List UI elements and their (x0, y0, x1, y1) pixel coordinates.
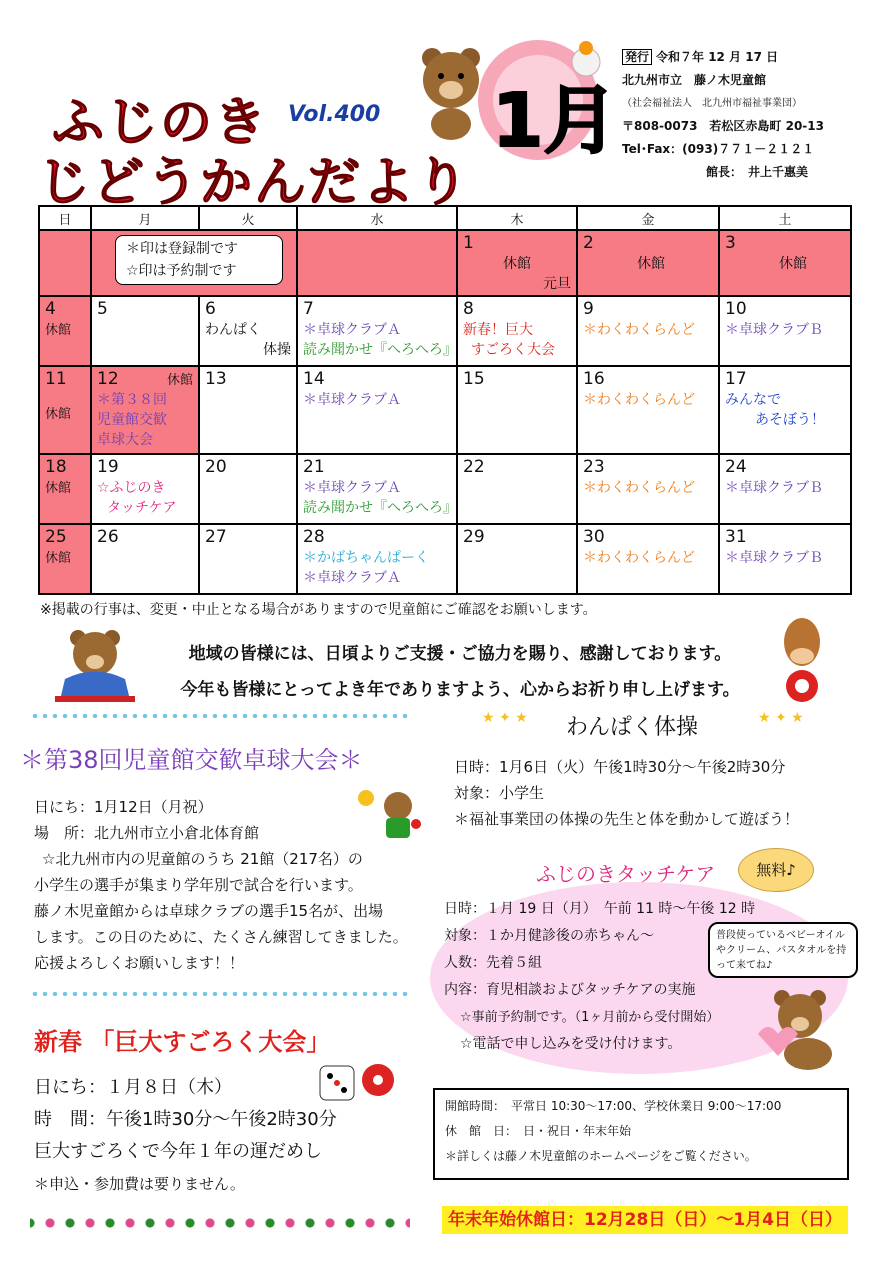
tabletennis-title: ＊第38回児童館交歓卓球大会＊ (20, 746, 363, 774)
website-note: ＊詳しくは藤ノ木児童館のホームページをご覧ください。 (445, 1149, 757, 1163)
calendar-cell-jan22 (457, 454, 577, 524)
calendar-cell-jan18 (39, 454, 91, 524)
calendar-cell-jan4 (39, 296, 91, 366)
newsletter-title-line2: じどうかんだより (38, 153, 471, 213)
bear-kimono-icon (50, 624, 140, 704)
calendar-table (38, 205, 852, 595)
calendar-cell-jan14 (297, 366, 457, 454)
calendar-cell-jan6 (199, 296, 297, 366)
closed-label: 休館 (637, 256, 665, 272)
calendar-day-number: 20 (205, 457, 227, 477)
calendar-cell-jan10 (719, 296, 851, 366)
closed-days: 休 館 日： 日・祝日・年末年始 (445, 1124, 632, 1138)
director-name: 館長： 井上千惠美 (706, 165, 809, 179)
year-end-closure: 年末年始休館日：12月28日（日）～1月4日（日） (442, 1206, 848, 1234)
calendar-day-number: 14 (303, 369, 325, 389)
calendar-cell-jan17 (719, 366, 851, 454)
calendar-cell-jan11 (39, 366, 91, 454)
volume-number: Vol.400 (288, 102, 381, 127)
wanpaku-details (454, 754, 854, 832)
publication-date: 令和７年 12 月 17 日 (656, 50, 779, 64)
touchcare-target: １か月健診後の赤ちゃん～ (486, 928, 654, 944)
event-label: ＊卓球クラブＡ (303, 480, 401, 496)
closed-label: 休館 (503, 256, 531, 272)
tabletennis-body: 応援よろしくお願いします！！ (34, 954, 245, 972)
calendar-cell-jan20 (199, 454, 297, 524)
event-label: ＊わくわくらんど (583, 392, 695, 408)
calendar-day-number: 7 (303, 299, 314, 319)
calendar-legend-cell (91, 230, 297, 296)
calendar-day-number: 3 (725, 233, 736, 253)
calendar-day-number: 18 (45, 457, 67, 477)
greeting-line2: 今年も皆様にとってよき年でありますよう、心からお祈り申し上げます。 (180, 680, 740, 700)
wanpaku-time: 日時：1月6日（火）午後1時30分～午後2時30分 (454, 758, 786, 776)
calendar-week-2 (39, 366, 851, 454)
closed-label: 休館 (166, 373, 193, 388)
sugoroku-date: 日にち：１月８日（木） (34, 1077, 232, 1098)
tabletennis-body: 藤ノ木児童館からは卓球クラブの選手15名が、出場 (34, 902, 384, 920)
opening-hours: 開館時間： 平常日 10:30～17:00、学校休業日 9:00～17:00 (445, 1099, 782, 1113)
calendar-day-number: 1 (463, 233, 474, 253)
touchcare-note: ☆電話で申し込みを受け付けます。 (460, 1036, 682, 1052)
weekday-tue: 火 (199, 206, 297, 230)
newsletter-title-line1: ふじのき (52, 93, 269, 153)
event-label: ＊卓球クラブＡ (303, 322, 401, 338)
tabletennis-body: します。この日のために、たくさん練習してきました。 (34, 928, 408, 946)
calendar-day-number: 17 (725, 369, 747, 389)
tabletennis-body: ☆北九州市内の児童館のうち 21館（217名）の (42, 850, 363, 868)
calendar-cell-jan7 (297, 296, 457, 366)
event-label: ＊わくわくらんど (583, 550, 695, 566)
wanpaku-title: わんぱく体操 (566, 715, 699, 740)
event-label: みんなで (725, 392, 781, 408)
event-label: ＊第３８回 (97, 392, 167, 408)
weekday-wed: 水 (297, 206, 457, 230)
event-label: 卓球大会 (97, 432, 153, 448)
touchcare-note: ☆事前予約制です。（1ヶ月前から受付開始） (460, 1010, 720, 1025)
calendar-day-number: 2 (583, 233, 594, 253)
touchcare-details (444, 896, 756, 1058)
calendar-cell-jan29 (457, 524, 577, 594)
calendar-cell-jan3 (719, 230, 851, 296)
event-label: 児童館交歓 (97, 412, 167, 428)
month-label: 1月 (492, 78, 618, 164)
calendar-week-0 (39, 230, 851, 296)
organization-name: 北九州市立 藤ノ木児童館 (622, 73, 767, 87)
publisher-label: 発行 (622, 49, 652, 65)
touchcare-title: ふじのきタッチケア (536, 862, 716, 886)
event-label: 新春！巨大 (463, 322, 533, 338)
legend-reservation: ☆印は予約制です (126, 263, 237, 279)
calendar-day-number: 30 (583, 527, 605, 547)
touchcare-target-label: 対象： (444, 928, 486, 944)
calendar-cell-jan21 (297, 454, 457, 524)
calendar-cell (39, 230, 91, 296)
touchcare-count-label: 人数： (444, 955, 486, 971)
greeting-line1: 地域の皆様には、日頃よりご支援・ご協力を賜り、感謝しております。 (188, 644, 732, 664)
touchcare-datetime-label: 日時： (444, 901, 486, 917)
calendar-cell-jan19 (91, 454, 199, 524)
stars-icon: ★ ✦ ★ (758, 710, 804, 726)
event-label: すごろく大会 (471, 342, 555, 358)
calendar-week-1 (39, 296, 851, 366)
calendar-cell-jan8 (457, 296, 577, 366)
calendar-cell-jan25 (39, 524, 91, 594)
weekday-header-row (39, 206, 851, 230)
event-label: ＊卓球クラブＢ (725, 322, 823, 338)
calendar-cell-jan16 (577, 366, 719, 454)
sugoroku-title-main: 「巨大すごろく大会」 (90, 1028, 331, 1056)
calendar-day-number: 27 (205, 527, 227, 547)
dotted-divider (30, 992, 410, 996)
calendar-cell-jan13 (199, 366, 297, 454)
touchcare-content: 育児相談およびタッチケアの実施 (486, 982, 696, 998)
calendar-cell-jan27 (199, 524, 297, 594)
opening-hours-box (433, 1088, 849, 1180)
weekday-sat: 土 (719, 206, 851, 230)
calendar-day-number: 8 (463, 299, 474, 319)
tabletennis-body: 小学生の選手が集まり学年別で試合を行います。 (34, 876, 363, 894)
sugoroku-title (34, 1022, 330, 1057)
calendar-cell-jan1 (457, 230, 577, 296)
calendar-day-number: 10 (725, 299, 747, 319)
calendar-day-number: 13 (205, 369, 227, 389)
calendar-day-number: 24 (725, 457, 747, 477)
touchcare-count: 先着５組 (486, 955, 542, 971)
weekday-thu: 木 (457, 206, 577, 230)
free-badge: 無料♪ (738, 848, 814, 892)
event-label: ＊わくわくらんど (583, 480, 695, 496)
calendar-day-number: 9 (583, 299, 594, 319)
calendar-week-4 (39, 524, 851, 594)
wanpaku-body: ＊福祉事業団の体操の先生と体を動かして遊ぼう！ (454, 810, 800, 828)
weekday-mon: 月 (91, 206, 199, 230)
legend-registration: ＊印は登録制です (126, 241, 238, 257)
touchcare-datetime: １月 19 日（月） 午前 11 時～午後 12 時 (486, 901, 756, 917)
calendar-cell-jan26 (91, 524, 199, 594)
calendar-day-number: 15 (463, 369, 485, 389)
calendar-day-number: 23 (583, 457, 605, 477)
calendar-day-number: 29 (463, 527, 485, 547)
calendar-day-number: 16 (583, 369, 605, 389)
calendar-legend (115, 235, 283, 285)
tabletennis-date: 日にち：1月12日（月祝） (34, 798, 213, 816)
calendar-cell-jan23 (577, 454, 719, 524)
calendar-day-number: 25 (45, 527, 67, 547)
calendar-week-3 (39, 454, 851, 524)
schedule-notice: ※掲載の行事は、変更・中止となる場合がありますので児童館にご確認をお願いします。 (40, 602, 597, 618)
event-label: タッチケア (107, 500, 177, 516)
event-label: ＊かばちゃんぱーく (303, 550, 429, 566)
event-label: 読み聞かせ『へろへろ』 (303, 500, 457, 516)
tabletennis-details (34, 794, 434, 976)
calendar-day-number: 28 (303, 527, 325, 547)
event-label: ＊卓球クラブＡ (303, 570, 401, 586)
calendar-cell (297, 230, 457, 296)
tabletennis-place: 場 所：北九州市立小倉北体育館 (34, 824, 260, 842)
calendar-day-number: 19 (97, 457, 119, 477)
event-label: ＊卓球クラブＡ (303, 392, 401, 408)
sugoroku-details (34, 1072, 434, 1200)
wanpaku-target: 対象：小学生 (454, 784, 545, 802)
holiday-label: 元旦 (543, 276, 571, 292)
phone-fax: Tel･Fax：(093)７７１－２１２１ (622, 142, 815, 156)
calendar-day-number: 21 (303, 457, 325, 477)
weekday-fri: 金 (577, 206, 719, 230)
calendar-cell-jan28 (297, 524, 457, 594)
calendar-cell-jan31 (719, 524, 851, 594)
calendar-day-number: 12 (97, 369, 119, 389)
calendar-day-number: 4 (45, 299, 56, 319)
weekday-sun: 日 (39, 206, 91, 230)
calendar-cell-jan24 (719, 454, 851, 524)
stars-icon: ★ ✦ ★ (482, 710, 528, 726)
event-label: ☆ふじのき (97, 480, 166, 496)
event-label: ＊わくわくらんど (583, 322, 695, 338)
calendar-day-number: 11 (45, 369, 67, 389)
calendar-cell-jan12 (91, 366, 199, 454)
sugoroku-note: ＊申込・参加費は要りません。 (34, 1175, 245, 1193)
calendar-cell-jan9 (577, 296, 719, 366)
publication-info (622, 46, 872, 184)
closed-label: 休館 (45, 407, 72, 422)
event-label: あそぼう！ (755, 412, 825, 428)
closed-label: 休館 (45, 323, 72, 338)
greeting (150, 636, 770, 708)
closed-label: 休館 (779, 256, 807, 272)
operator-name: （社会福祉法人 北九州市福祉事業団） (622, 98, 802, 109)
calendar-day-number: 5 (97, 299, 108, 319)
closed-label: 休館 (45, 551, 72, 566)
touchcare-content-label: 内容： (444, 982, 486, 998)
sugoroku-title-prefix: 新春 (34, 1028, 82, 1056)
event-label: わんぱく (205, 322, 261, 338)
calendar-cell-jan5 (91, 296, 199, 366)
event-label: 体操 (263, 342, 291, 358)
decorative-border (30, 1216, 410, 1230)
calendar-cell-jan30 (577, 524, 719, 594)
calendar-day-number: 6 (205, 299, 216, 319)
calendar-cell-jan15 (457, 366, 577, 454)
calendar-day-number: 31 (725, 527, 747, 547)
event-label: ＊卓球クラブＢ (725, 550, 823, 566)
closed-label: 休館 (45, 481, 72, 496)
calendar-cell-jan2 (577, 230, 719, 296)
sugoroku-time: 時 間：午後1時30分～午後2時30分 (34, 1109, 337, 1130)
speech-bubble: 普段使っているベビーオイルやクリーム、バスタオルを持って来てね♪ (708, 922, 858, 978)
address: 〒808-0073 若松区赤島町 20-13 (622, 119, 824, 133)
horse-daruma-icon (762, 614, 842, 704)
calendar-day-number: 26 (97, 527, 119, 547)
calendar-day-number: 22 (463, 457, 485, 477)
sugoroku-body: 巨大すごろくで今年１年の運だめし (34, 1141, 322, 1162)
event-label: ＊卓球クラブＢ (725, 480, 823, 496)
dotted-divider (30, 714, 410, 718)
bear-baby-icon (752, 984, 842, 1074)
event-label: 読み聞かせ『へろへろ』 (303, 342, 457, 358)
